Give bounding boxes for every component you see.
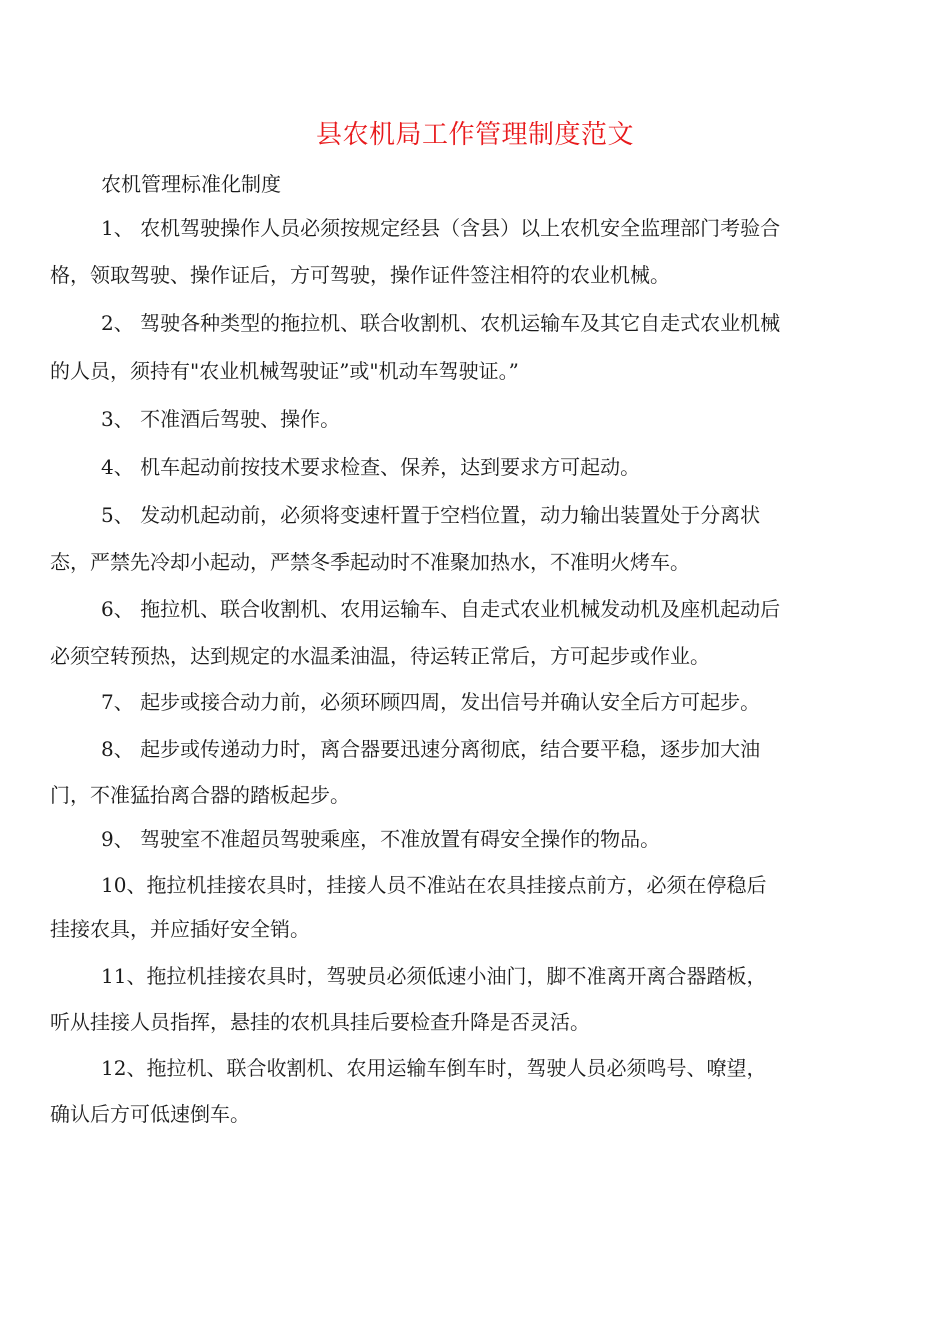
document-title: 县农机局工作管理制度范文 — [315, 120, 634, 150]
rule-5-line-2: 态，严禁先冷却小起动，严禁冬季起动时不准聚加热水，不准明火烤车。 — [50, 550, 690, 574]
rule-7-line-1: 7、 起步或接合动力前，必须环顾四周，发出信号并确认安全后方可起步。 — [101, 690, 761, 714]
rule-2-line-2: 的人员，须持有"农业机械驾驶证”或"机动车驾驶证。” — [50, 359, 519, 383]
rule-4-line-1: 4、 机车起动前按技术要求检查、保养，达到要求方可起动。 — [101, 455, 641, 479]
rule-1-line-2: 格，领取驾驶、操作证后，方可驾驶，操作证件签注相符的农业机械。 — [50, 263, 670, 287]
rule-5-line-1: 5、 发动机起动前，必须将变速杆置于空档位置，动力输出装置处于分离状 — [101, 503, 761, 527]
rule-9-line-1: 9、 驾驶室不准超员驾驶乘座，不准放置有碍安全操作的物品。 — [101, 827, 661, 851]
rule-11-line-2: 听从挂接人员指挥，悬挂的农机具挂后要检查升降是否灵活。 — [50, 1010, 590, 1034]
rule-1-line-1: 1、 农机驾驶操作人员必须按规定经县（含县）以上农机安全监理部门考验合 — [101, 216, 781, 240]
rule-10-line-2: 挂接农具，并应插好安全销。 — [50, 917, 310, 941]
rule-6-line-2: 必须空转预热，达到规定的水温柔油温，待运转正常后，方可起步或作业。 — [50, 644, 710, 668]
rule-12-line-1: 12、拖拉机、联合收割机、农用运输车倒车时，驾驶人员必须鸣号、嘹望， — [101, 1056, 767, 1080]
document-subtitle: 农机管理标准化制度 — [101, 172, 281, 196]
rule-10-line-1: 10、拖拉机挂接农具时，挂接人员不准站在农具挂接点前方，必须在停稳后 — [101, 873, 767, 897]
rule-12-line-2: 确认后方可低速倒车。 — [50, 1102, 250, 1126]
rule-6-line-1: 6、 拖拉机、联合收割机、农用运输车、自走式农业机械发动机及座机起动后 — [101, 597, 781, 621]
rule-3-line-1: 3、 不准酒后驾驶、操作。 — [101, 407, 341, 431]
rule-11-line-1: 11、拖拉机挂接农具时，驾驶员必须低速小油门，脚不准离开离合器踏板， — [101, 964, 767, 988]
rule-8-line-1: 8、 起步或传递动力时，离合器要迅速分离彻底，结合要平稳，逐步加大油 — [101, 737, 761, 761]
rule-8-line-2: 门，不准猛抬离合器的踏板起步。 — [50, 783, 350, 807]
rule-2-line-1: 2、 驾驶各种类型的拖拉机、联合收割机、农机运输车及其它自走式农业机械 — [101, 311, 781, 335]
